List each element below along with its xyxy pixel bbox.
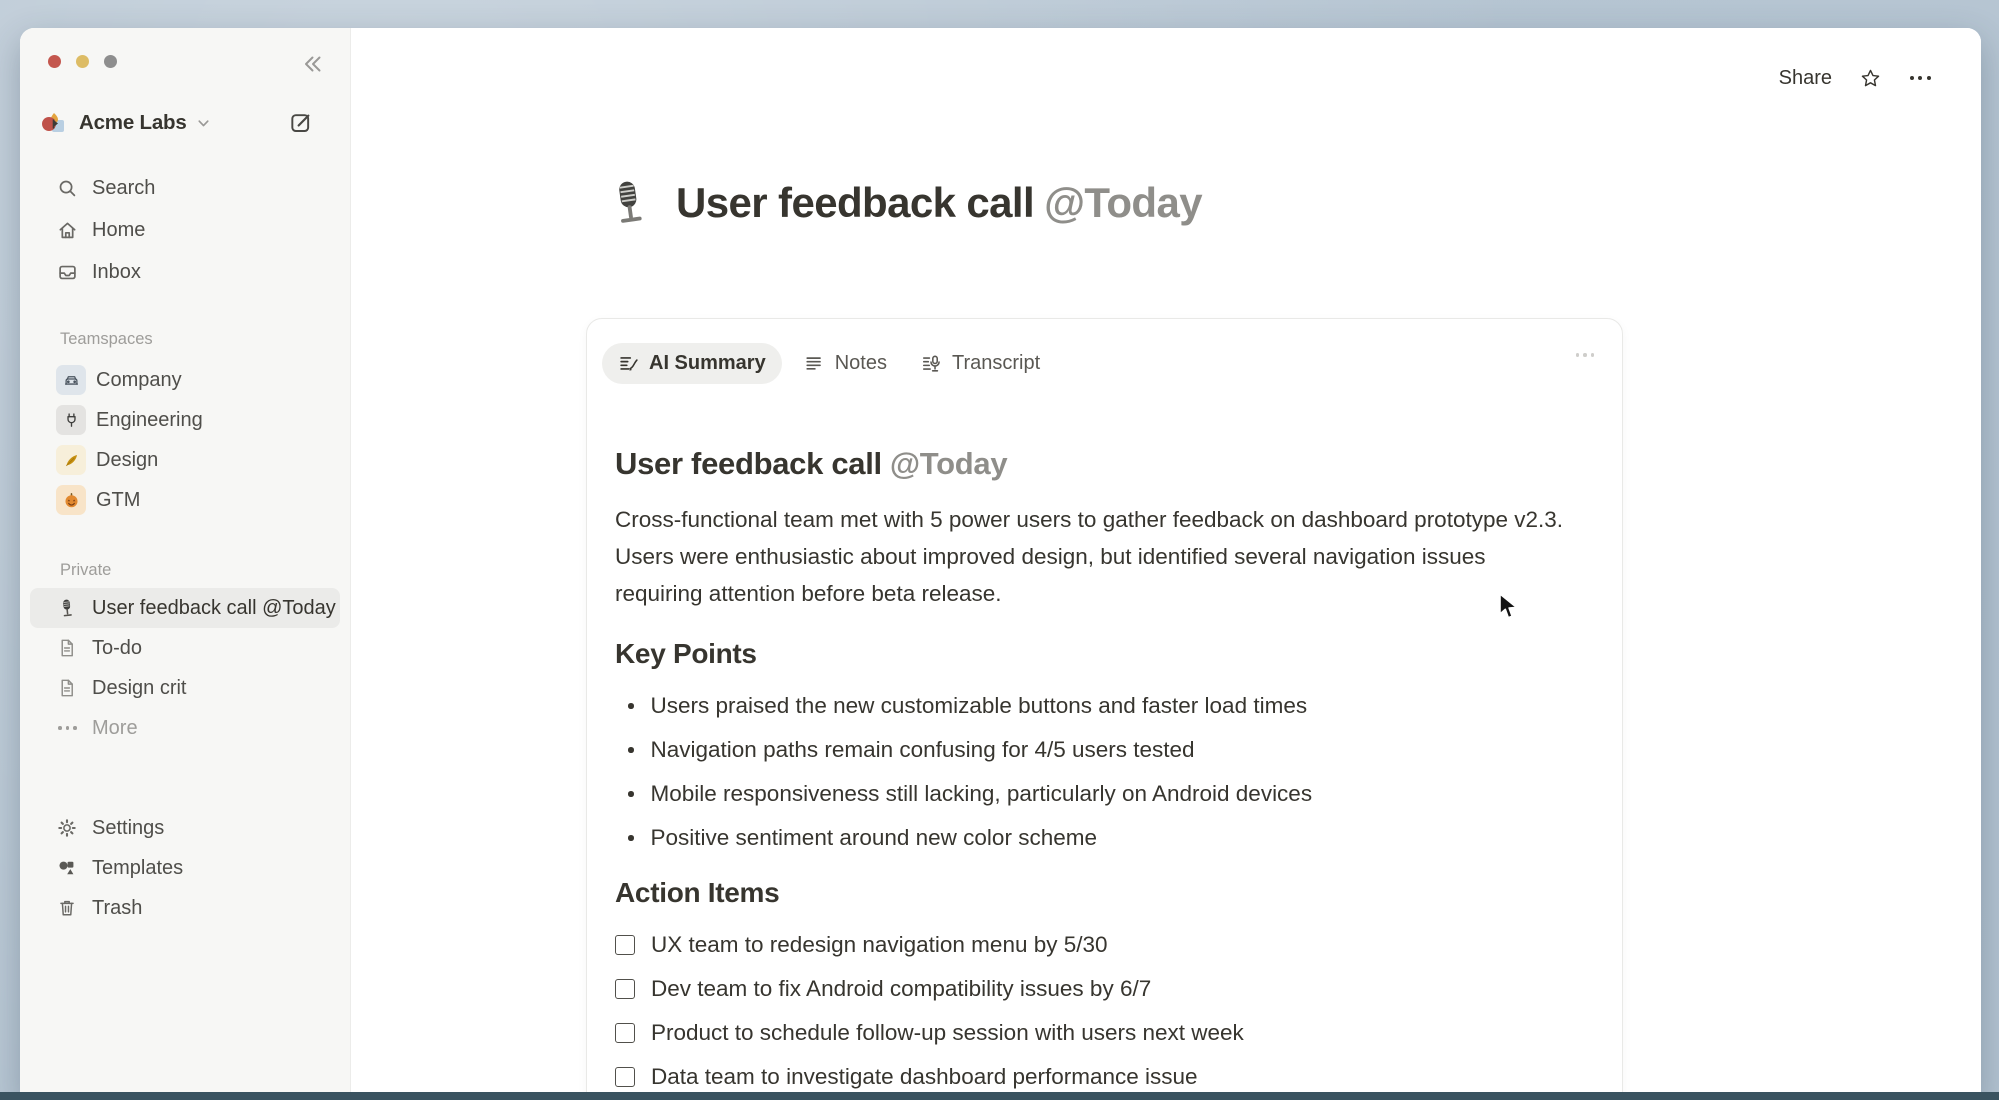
new-page-icon[interactable] xyxy=(288,110,314,136)
notes-icon xyxy=(804,353,826,375)
bullet-dot xyxy=(628,835,634,841)
list-item: Users praised the new customizable buttons and faster load times xyxy=(615,684,1594,728)
bullet-dot xyxy=(628,747,634,753)
sidebar-item-company[interactable]: Company xyxy=(30,360,340,400)
sidebar-item-more[interactable]: More xyxy=(30,708,340,748)
zoom-window-button[interactable] xyxy=(104,55,117,68)
workspace-logo xyxy=(40,110,67,137)
inbox-icon xyxy=(56,261,79,284)
sidebar-nav xyxy=(30,167,340,293)
todo-item: UX team to redesign navigation menu by 5/30 xyxy=(615,923,1594,967)
sidebar-item-engineering[interactable]: Engineering xyxy=(30,400,340,440)
workspace-switcher[interactable] xyxy=(40,104,326,142)
close-window-button[interactable] xyxy=(48,55,61,68)
sidebar-item-user-feedback-call[interactable]: User feedback call @Today xyxy=(30,588,340,628)
todo-item: Data team to investigate dashboard performance issue xyxy=(615,1055,1594,1099)
list-item: Navigation paths remain confusing for 4/5 users tested xyxy=(615,728,1594,772)
sidebar-item-gtm[interactable]: GTM xyxy=(30,480,340,520)
key-points-list xyxy=(615,684,1594,860)
teamspaces-label: Teamspaces xyxy=(60,330,153,348)
summary-paragraph: Cross-functional team met with 5 power users to gather feedback on dashboard prototype v2.3. Users were enthusiastic about improved design, but identified several navigation issues requiring attention before beta release. xyxy=(615,507,1564,606)
home-icon xyxy=(56,219,79,242)
action-items-heading: Action Items xyxy=(615,877,780,908)
workspace-name: Acme Labs xyxy=(79,111,187,134)
chevron-down-icon xyxy=(196,116,211,131)
ellipsis-icon xyxy=(56,726,79,730)
page-emoji-microphone-icon[interactable] xyxy=(606,178,652,228)
app-window xyxy=(20,28,1981,1100)
ai-summary-icon xyxy=(618,353,640,375)
sidebar-item-design[interactable]: Design xyxy=(30,440,340,480)
transcript-icon xyxy=(921,353,943,375)
share-button[interactable]: Share xyxy=(1778,66,1832,89)
page-title-date-mention[interactable]: @Today xyxy=(1044,179,1202,226)
sidebar-item-trash[interactable]: Trash xyxy=(30,888,340,928)
shapes-icon xyxy=(56,857,79,880)
collapse-sidebar-icon[interactable] xyxy=(300,52,324,76)
search-icon xyxy=(56,177,79,200)
sidebar xyxy=(20,28,351,1100)
favorite-star-icon[interactable] xyxy=(1858,66,1882,90)
main-content xyxy=(351,28,1981,1100)
card-heading: User feedback call @Today xyxy=(615,446,1008,481)
checkbox[interactable] xyxy=(615,979,635,999)
pumpkin-icon xyxy=(56,485,86,515)
more-options-icon[interactable] xyxy=(1908,66,1932,90)
action-items-list xyxy=(615,923,1594,1099)
gear-icon xyxy=(56,817,79,840)
sidebar-footer xyxy=(30,808,340,928)
screen-bottom-band xyxy=(0,1092,1999,1100)
teamspaces-list xyxy=(30,360,340,520)
list-item: Mobile responsiveness still lacking, particularly on Android devices xyxy=(615,772,1594,816)
card-heading-date-mention: @Today xyxy=(889,446,1008,481)
trash-icon xyxy=(56,897,79,920)
card-tabs xyxy=(602,343,1594,384)
bullet-dot xyxy=(628,703,634,709)
page-icon xyxy=(56,637,79,660)
sidebar-item-inbox[interactable]: Inbox xyxy=(30,251,340,293)
plug-icon xyxy=(56,405,86,435)
microphone-icon xyxy=(56,597,79,620)
card-more-options-icon[interactable] xyxy=(1576,353,1595,357)
todo-item: Dev team to fix Android compatibility issues by 6/7 xyxy=(615,967,1594,1011)
tab-notes[interactable]: Notes xyxy=(792,343,899,384)
todo-item: Product to schedule follow-up session with users next week xyxy=(615,1011,1594,1055)
page-title-text: User feedback call xyxy=(676,179,1035,226)
minimize-window-button[interactable] xyxy=(76,55,89,68)
sidebar-item-design-crit[interactable]: Design crit xyxy=(30,668,340,708)
list-item: Positive sentiment around new color scheme xyxy=(615,816,1594,860)
bullet-dot xyxy=(628,791,634,797)
window-controls xyxy=(48,55,117,68)
topbar xyxy=(1779,64,1932,92)
tab-ai-summary[interactable]: AI Summary xyxy=(602,343,782,384)
tab-transcript[interactable]: Transcript xyxy=(909,343,1052,384)
checkbox[interactable] xyxy=(615,935,635,955)
meeting-notes-card xyxy=(586,318,1623,1100)
page-title[interactable] xyxy=(606,178,1202,228)
private-list xyxy=(30,588,340,748)
sidebar-item-todo[interactable]: To-do xyxy=(30,628,340,668)
sidebar-item-search[interactable]: Search xyxy=(30,167,340,209)
checkbox[interactable] xyxy=(615,1023,635,1043)
checkbox[interactable] xyxy=(615,1067,635,1087)
car-icon xyxy=(56,365,86,395)
feather-icon xyxy=(56,445,86,475)
sidebar-item-settings[interactable]: Settings xyxy=(30,808,340,848)
private-label: Private xyxy=(60,561,112,579)
sidebar-item-templates[interactable]: Templates xyxy=(30,848,340,888)
key-points-heading: Key Points xyxy=(615,638,757,669)
sidebar-item-home[interactable]: Home xyxy=(30,209,340,251)
page-icon xyxy=(56,677,79,700)
